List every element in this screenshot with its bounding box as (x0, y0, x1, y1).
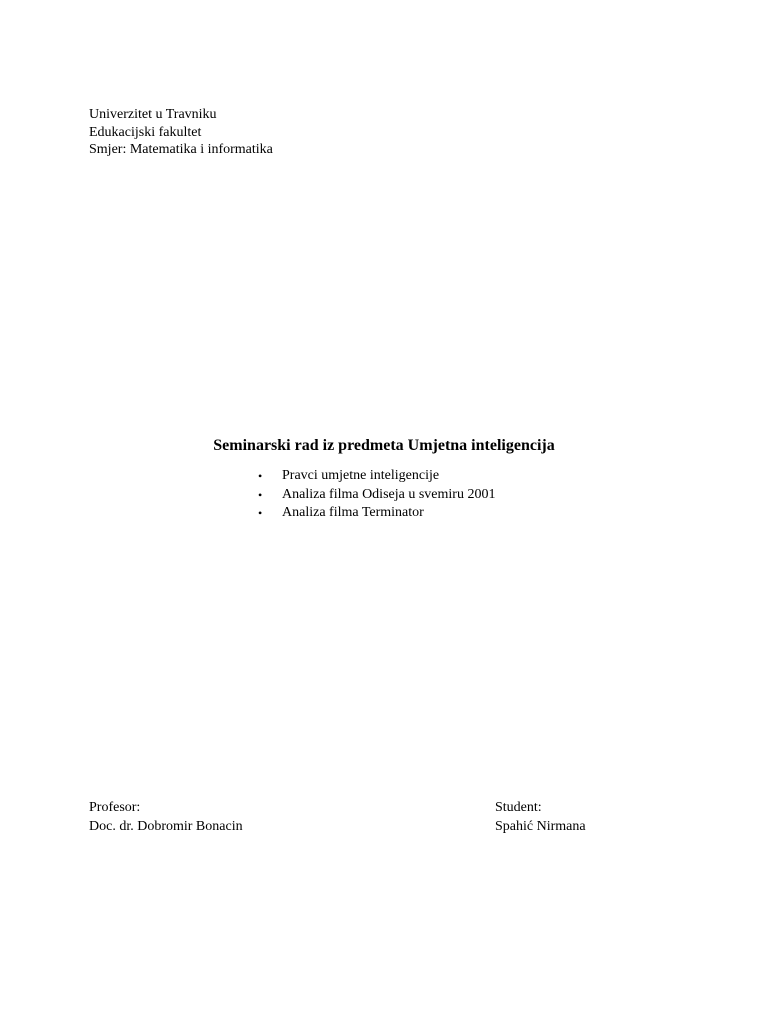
student-name: Spahić Nirmana (495, 819, 586, 834)
list-item (258, 467, 495, 486)
document-title: Seminarski rad iz predmeta Umjetna inteligencija (213, 437, 555, 454)
topic-text: Pravci umjetne inteligencije (282, 468, 440, 483)
bullet-icon: • (258, 506, 263, 520)
topic-text: Analiza filma Terminator (282, 505, 424, 520)
bullet-icon: • (258, 487, 263, 502)
topic-text: Analiza filma Odiseja u svemiru 2001 (282, 486, 496, 502)
list-item (258, 504, 495, 523)
professor-name: Doc. dr. Dobromir Bonacin (89, 819, 243, 834)
professor-label: Profesor: (89, 800, 141, 815)
university-name: Univerzitet u Travniku (89, 107, 217, 122)
student-label: Student: (495, 800, 542, 815)
topic-list (258, 467, 495, 523)
list-item (258, 486, 495, 505)
professor-block (89, 798, 243, 836)
institution-header (89, 106, 273, 159)
faculty-name: Edukacijski fakultet (89, 124, 202, 140)
student-block (495, 798, 586, 836)
bullet-icon: • (258, 469, 263, 483)
study-major: Smjer: Matematika i informatika (89, 142, 273, 157)
